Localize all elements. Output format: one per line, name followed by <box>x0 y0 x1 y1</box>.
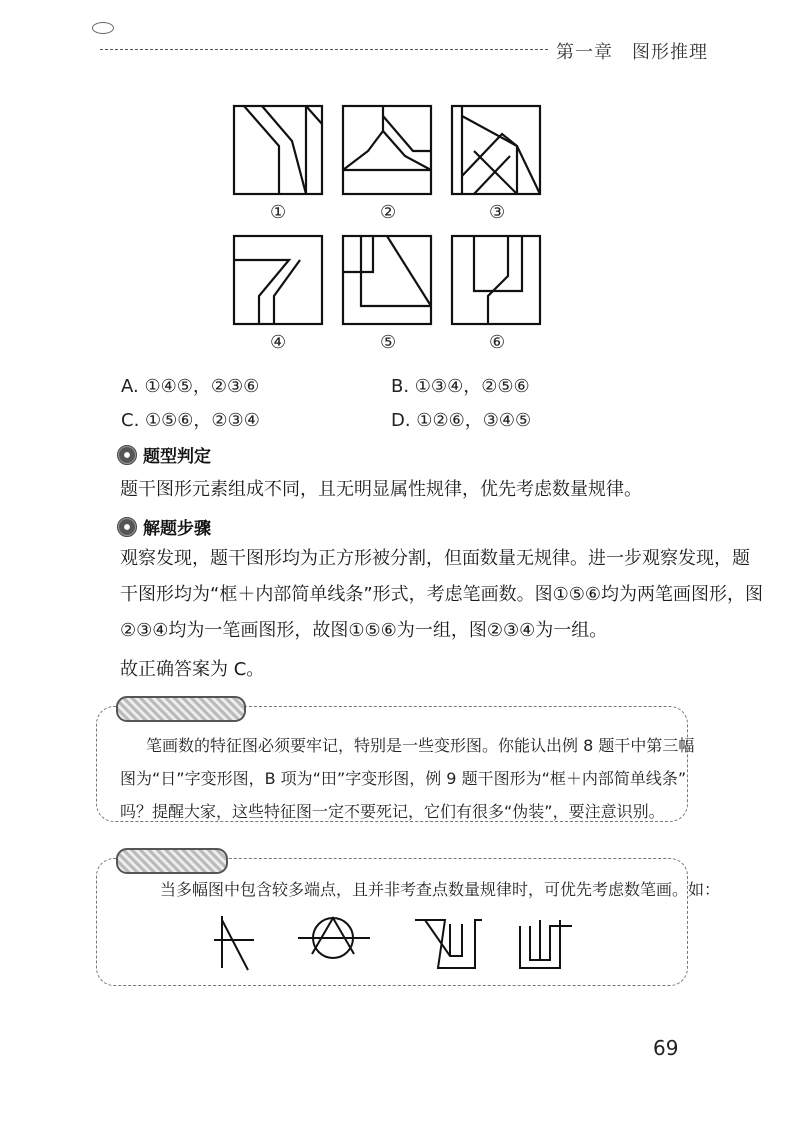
steps-line-1: 观察发现，题干图形均为正方形被分割，但面数量无规律。进一步观察发现，题 <box>120 548 750 569</box>
example-figure-1 <box>214 916 254 970</box>
figure-label-4: ④ <box>270 332 287 353</box>
steps-line-2: 干图形均为“框＋内部简单线条”形式，考虑笔画数。图①⑤⑥均为两笔画图形，图 <box>120 584 764 605</box>
tip-box-2-tag <box>116 848 228 874</box>
section-heading-text: 解题步骤 <box>143 519 211 539</box>
stroke-example-figures <box>200 910 590 980</box>
tip-box-1-line-1: 笔画数的特征图必须要牢记，特别是一些变形图。你能认出例 8 题干中第三幅 <box>146 736 695 755</box>
type-judgement-text: 题干图形元素组成不同，且无明显属性规律，优先考虑数量规律。 <box>120 479 642 500</box>
figure-5 <box>343 236 431 324</box>
page-number: 69 <box>653 1036 679 1060</box>
section-heading-steps <box>117 514 211 539</box>
chapter-header: 第一章 图形推理 <box>556 42 708 63</box>
example-figure-3 <box>415 920 482 968</box>
figure-2 <box>343 106 431 194</box>
tip-box-2-text: 当多幅图中包含较多端点，且并非考查点数量规律时，可优先考虑数笔画。如： <box>160 880 721 899</box>
flower-bullet-icon <box>117 445 137 465</box>
figure-label-6: ⑥ <box>489 332 506 353</box>
example-figure-4 <box>520 920 572 968</box>
tip-box-1-line-3: 吗？提醒大家，这些特征图一定不要死记，它们有很多“伪装”，要注意识别。 <box>120 802 665 821</box>
tip-box-1-line-2: 图为“日”字变形图，B 项为“田”字变形图，例 9 题干图形为“框＋内部简单线条” <box>120 769 687 788</box>
header-rule <box>100 49 548 50</box>
tip-box-1-tag <box>116 696 246 722</box>
figure-6 <box>452 236 540 324</box>
figure-label-1: ① <box>270 202 287 223</box>
figure-3 <box>452 106 540 194</box>
section-heading-text: 题型判定 <box>143 447 211 467</box>
option-d: D. ①②⑥，③④⑤ <box>391 410 532 431</box>
figure-1 <box>234 106 322 194</box>
figure-label-5: ⑤ <box>380 332 397 353</box>
publisher-logo-icon <box>92 22 114 34</box>
figure-label-2: ② <box>380 202 397 223</box>
section-heading-type <box>117 442 211 467</box>
option-b: B. ①③④，②⑤⑥ <box>391 376 530 397</box>
option-a: A. ①④⑤，②③⑥ <box>121 376 260 397</box>
example-figure-2 <box>298 918 370 958</box>
figure-4 <box>234 236 322 324</box>
figure-label-3: ③ <box>489 202 506 223</box>
steps-line-3: ②③④均为一笔画图形，故图①⑤⑥为一组，图②③④为一组。 <box>120 620 608 641</box>
flower-bullet-icon <box>117 517 137 537</box>
answer-text: 故正确答案为 C。 <box>120 659 265 680</box>
option-c: C. ①⑤⑥，②③④ <box>121 410 260 431</box>
